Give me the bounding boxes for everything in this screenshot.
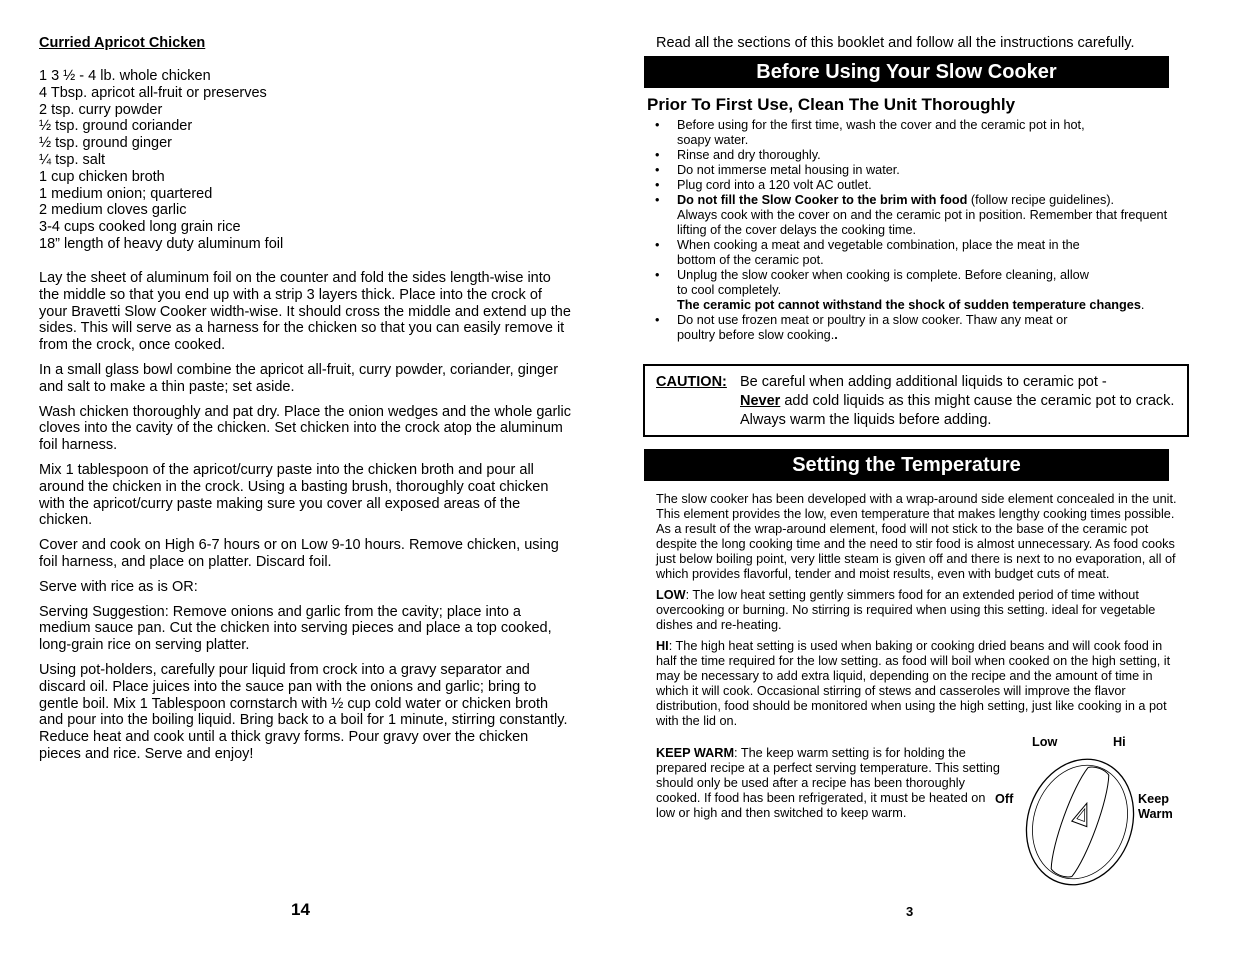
ingredient-item: 2 tsp. curry powder bbox=[39, 101, 163, 118]
ingredient-item: ¼ tsp. salt bbox=[39, 151, 106, 168]
page-number-left: 14 bbox=[291, 900, 310, 919]
bullet-item: • Before using for the first time, wash the cover and the ceramic pot in hot, soapy water. bbox=[647, 118, 1177, 148]
hi-text: : The high heat setting is used when baking or cooking dried beans and will cook food in half the time required for the low setting. as food will boil when cooked on the high setting, it may be necessary to add extra liquid, depending on the recipe and the amount of time in which it will cook. Occasional stirring of stews and casseroles will improve the flavor distribution, food should be monitored when using the high setting, just like cooking in a pot with the lid on. bbox=[656, 639, 1171, 728]
cleaning-bullet-list bbox=[647, 118, 1177, 343]
recipe-step: In a small glass bowl combine the apricot all-fruit, curry powder, coriander, ginger and salt to make a thin paste; set aside. bbox=[39, 361, 559, 395]
recipe-step: Serving Suggestion: Remove onions and garlic from the cavity; place into a medium sauce pan. Cut the chicken into serving pieces and place a top cooked, long-grain rice on serving platter. bbox=[39, 603, 552, 654]
dial-label-hi: Hi bbox=[1113, 735, 1126, 749]
recipe-step: Mix 1 tablespoon of the apricot/curry paste into the chicken broth and pour all around the chicken in the crock. Using a basting brush, thoroughly coat chicken with the apricot/curry paste making sure you cover all exposed areas of the chicken. bbox=[39, 461, 549, 529]
low-setting-paragraph bbox=[656, 588, 1191, 633]
subheading-clean: Prior To First Use, Clean The Unit Thoroughly bbox=[647, 95, 1016, 114]
bullet-item: • Rinse and dry thoroughly. bbox=[647, 148, 1177, 163]
caution-label: CAUTION: bbox=[656, 374, 727, 390]
recipe-steps bbox=[39, 270, 574, 771]
keep-warm-text: : The keep warm setting is for holding the prepared recipe at a perfect serving temperature. This setting should only be used after a recipe has been thoroughly cooked. If food has been refrigerated, it must be heated on low or high and then switched to keep warm. bbox=[656, 746, 1000, 820]
bullet-item: • Plug cord into a 120 volt AC outlet. bbox=[647, 178, 1177, 193]
bullet-item: • Unplug the slow cooker when cooking is complete. Before cleaning, allow to cool completely. The ceramic pot cannot withstand the shock of sudden temperature changes. bbox=[647, 268, 1177, 313]
keep-warm-paragraph bbox=[656, 746, 1006, 821]
ingredient-item: 3-4 cups cooked long grain rice bbox=[39, 219, 241, 236]
dial-label-keep-warm: Keep Warm bbox=[1138, 792, 1173, 821]
recipe-title: Curried Apricot Chicken bbox=[39, 35, 206, 51]
caution-never: Never bbox=[740, 393, 781, 409]
ingredient-item: 2 medium cloves garlic bbox=[39, 202, 187, 219]
ingredient-item: 1 3 ½ - 4 lb. whole chicken bbox=[39, 68, 211, 84]
left-page bbox=[0, 0, 617, 954]
recipe-step: Cover and cook on High 6-7 hours or on Low 9-10 hours. Remove chicken, using foil harness, and place on platter. Discard foil. bbox=[39, 537, 559, 570]
recipe-step: Using pot-holders, carefully pour liquid from crock into a gravy separator and discard oil. Place juices into the sauce pan with the onions and garlic; bring to gentle boil. Mix 1 Tablespoon cornstarch with ½ cup cold water or chicken broth and pour into the boiling liquid. Bring back to a boil for 1 minute, stirring constantly. Reduce heat and cook until a thick gravy forms. Pour gravy over the chicken pieces and rice. Serve and enjoy! bbox=[39, 661, 568, 762]
bullet-item: • Do not fill the Slow Cooker to the brim with food (follow recipe guidelines). Always cook with the cover on and the ceramic pot in position. Remember that frequent lifting of the cover delays the cooking time. bbox=[647, 193, 1177, 238]
recipe-step: Lay the sheet of aluminum foil on the counter and fold the sides length-wise into the middle so that you end up with a strip 3 layers thick. Place into the crock of your Bravetti Slow Cooker width-wise. It should cross the middle and extend up the sides. This will serve as a harness for the chicken so that you can easily remove it from the crock, once cooked. bbox=[39, 270, 571, 354]
section-title-before-using: Before Using Your Slow Cooker bbox=[644, 56, 1169, 88]
caution-rest: add cold liquids as this might cause the ceramic pot to crack. Always warm the liquids before adding. bbox=[740, 393, 1175, 428]
bullet-item: • Do not immerse metal housing in water. bbox=[647, 163, 1177, 178]
ingredient-list bbox=[39, 68, 283, 253]
right-page bbox=[617, 0, 1235, 954]
recipe-step: Serve with rice as is OR: bbox=[39, 578, 198, 595]
ingredient-item: 1 cup chicken broth bbox=[39, 168, 165, 185]
caution-lead: Be careful when adding additional liquids to ceramic pot - bbox=[740, 374, 1107, 390]
temperature-description bbox=[656, 492, 1191, 735]
keep-warm-label: KEEP WARM bbox=[656, 746, 735, 760]
caution-box bbox=[643, 364, 1189, 437]
ingredient-item: 4 Tbsp. apricot all-fruit or preserves bbox=[39, 84, 267, 101]
temperature-dial-icon bbox=[1015, 752, 1145, 892]
dial-label-off: Off bbox=[995, 792, 1014, 806]
recipe-step: Wash chicken thoroughly and pat dry. Place the onion wedges and the whole garlic cloves into the cavity of the chicken. Set chicken into the crock atop the aluminum foil harness. bbox=[39, 403, 571, 454]
intro-text: Read all the sections of this booklet and follow all the instructions carefully. bbox=[656, 35, 1135, 51]
hi-setting-paragraph bbox=[656, 639, 1186, 729]
bullet-item: • When cooking a meat and vegetable combination, place the meat in the bottom of the ceramic pot. bbox=[647, 238, 1177, 268]
ingredient-item: ½ tsp. ground ginger bbox=[39, 135, 173, 152]
bullet-item: • Do not use frozen meat or poultry in a slow cooker. Thaw any meat or poultry before slow cooking.. bbox=[647, 313, 1177, 343]
page-number-right: 3 bbox=[906, 904, 914, 919]
ingredient-item: 18” length of heavy duty aluminum foil bbox=[39, 235, 284, 252]
low-label: LOW bbox=[656, 588, 686, 602]
hi-label: HI bbox=[656, 639, 669, 653]
ingredient-item: 1 medium onion; quartered bbox=[39, 185, 213, 202]
temperature-intro-paragraph: The slow cooker has been developed with a wrap-around side element concealed in the unit. This element provides the low, even temperature that makes lengthy cooking times possible. As a result of the wrap-around element, food will not stick to the base of the ceramic pot despite the long cooking time and the need to stir food is almost unnecessary. As food cooks just below boiling point, very little steam is given off and there is next to no evaporation, all of which provides flavorful, tender and moist results, even with budget cuts of meat. bbox=[656, 492, 1177, 581]
ingredient-item: ½ tsp. ground coriander bbox=[39, 118, 193, 135]
low-text: : The low heat setting gently simmers food for an extended period of time without overcooking or burning. No stirring is required when using this setting. ideal for vegetable dishes and re-heating. bbox=[656, 588, 1156, 632]
caution-text bbox=[740, 373, 1175, 430]
dial-label-low: Low bbox=[1032, 735, 1058, 749]
section-title-setting-temperature: Setting the Temperature bbox=[644, 449, 1169, 481]
